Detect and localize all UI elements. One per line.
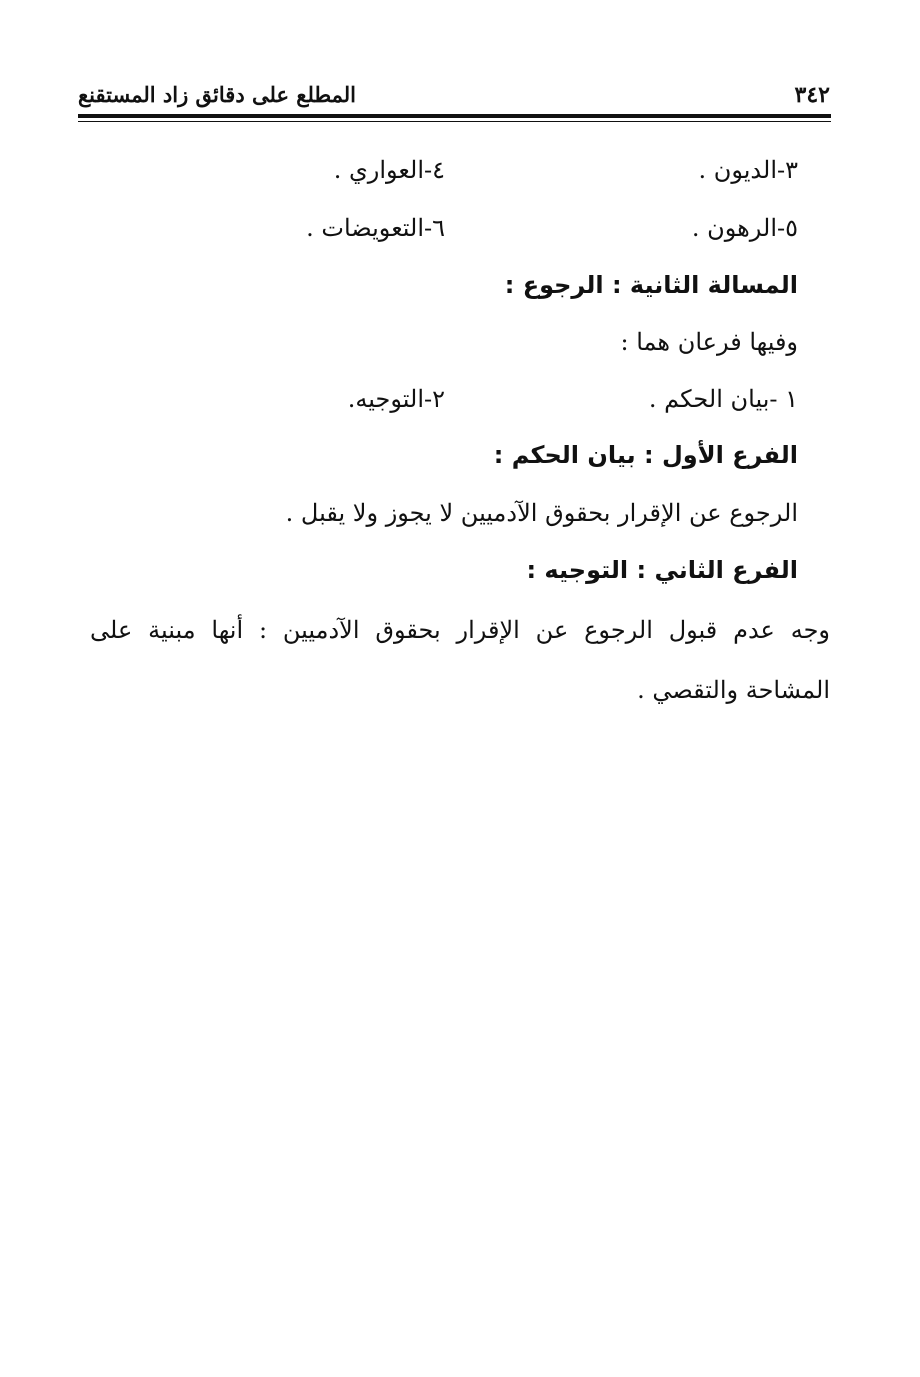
branch-heading-first: الفرع الأول : بيان الحكم : — [493, 441, 798, 469]
header-rule-thin — [78, 121, 831, 122]
list-item-debts: ٣-الديون . — [698, 156, 798, 184]
list-item-loans: ٤-العواري . — [333, 156, 445, 184]
branch-second-text: وجه عدم قبول الرجوع عن الإقرار بحقوق الآدميين : أنها مبنية على المشاحة والتقصي . — [90, 616, 830, 704]
list-item-pledges: ٥-الرهون . — [691, 214, 798, 242]
section-intro: وفيها فرعان هما : — [620, 328, 798, 356]
section-heading-retraction: المسالة الثانية : الرجوع : — [504, 271, 798, 299]
branch-list-item-ruling: ١ -بيان الحكم . — [648, 385, 798, 413]
page-number: ٣٤٢ — [794, 82, 830, 108]
header-rule-thick — [78, 114, 831, 118]
branch-first-text: الرجوع عن الإقرار بحقوق الآدميين لا يجوز ولا يقبل . — [285, 499, 798, 527]
running-header — [78, 80, 830, 112]
list-item-compensations: ٦-التعويضات . — [306, 214, 445, 242]
branch-list-item-justification: ٢-التوجيه. — [347, 385, 445, 413]
branch-heading-second: الفرع الثاني : التوجيه : — [526, 556, 798, 584]
book-title: المطلع على دقائق زاد المستقنع — [78, 82, 357, 107]
